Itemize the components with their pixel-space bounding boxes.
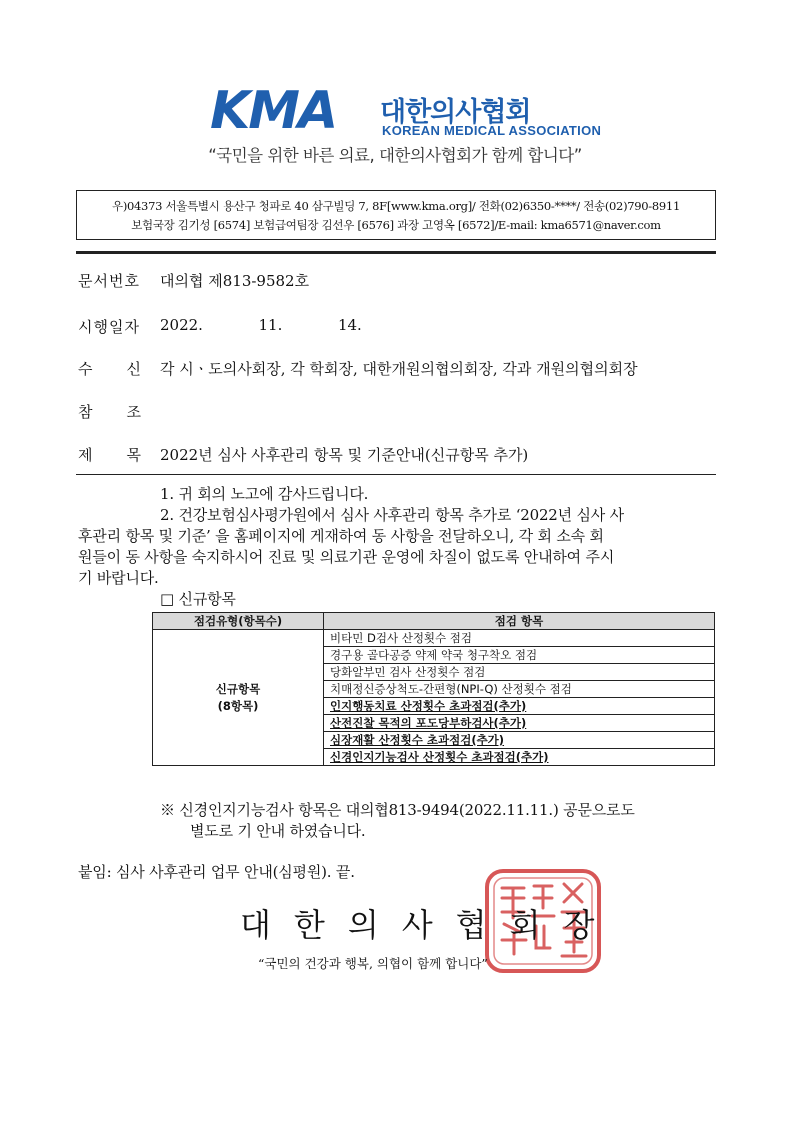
divider-top: [76, 251, 716, 254]
subject: 2022년 심사 사후관리 항목 및 기준안내(신규항목 추가): [160, 446, 529, 464]
group-label: [153, 630, 324, 766]
inspection-items-table: [152, 612, 715, 766]
subject-label-1: 제: [78, 446, 94, 464]
reference-label-2: 조: [126, 403, 142, 421]
org-name-english: KOREAN MEDICAL ASSOCIATION: [382, 123, 602, 138]
contact-staff: 보험국장 김기성 [6574] 보험급여팀장 김선우 [6576] 과장 고영옥 [6572]/E-mail: kma6571@naver.com: [131, 218, 661, 232]
paragraph-1: 1. 귀 회의 노고에 감사드립니다.: [160, 485, 369, 503]
paragraph-2-line-4: 기 바랍니다.: [78, 569, 159, 587]
recipient-label-2: 신: [126, 360, 142, 378]
footer-slogan: “국민의 건강과 행복, 의협이 함께 합니다”: [258, 956, 488, 971]
column-header-item: 점검 항목: [324, 613, 715, 630]
note-line-2: 별도로 기 안내 하였습니다.: [190, 822, 366, 840]
table-cell-item-added: 심장재활 산정횟수 초과점검(추가): [324, 732, 715, 749]
table-cell-item: 경구용 골다공증 약제 약국 청구착오 점검: [324, 647, 715, 664]
paragraph-2-line-1: 2. 건강보험심사평가원에서 심사 사후관리 항목 추가로 ‘2022년 심사 사: [160, 506, 624, 524]
recipient-label: [78, 358, 142, 379]
group-label-title: 신규항목: [215, 681, 261, 696]
org-name-korean: 대한의사협회: [380, 97, 531, 128]
issue-date: [160, 316, 362, 334]
date-year: 2022.: [160, 316, 203, 334]
table-row: [153, 630, 715, 647]
recipient-label-1: 수: [78, 360, 94, 378]
table-cell-item: 당화알부민 검사 산정횟수 점검: [324, 664, 715, 681]
letterhead-logo: [175, 78, 615, 178]
divider-subject: [76, 474, 716, 475]
doc-number: 대의협 제813-9582호: [160, 272, 310, 290]
doc-number-label: 문서번호: [78, 272, 140, 290]
contact-address: 우)04373 서울특별시 용산구 청파로 40 삼구빌딩 7, 8F[www.kma.org]/ 전화(02)6350-****/ 전송(02)790-8911: [112, 199, 680, 213]
table-cell-item-added: 인지행동치료 산정횟수 초과점검(추가): [324, 698, 715, 715]
paragraph-2-line-3: 원들이 동 사항을 숙지하시어 진료 및 의료기관 운영에 차질이 없도록 안내하여 주시: [78, 548, 615, 566]
table-cell-item: 치매정신증상척도-간편형(NPI-Q) 산정횟수 점검: [324, 681, 715, 698]
table-header-row: [153, 613, 715, 630]
date-label: 시행일자: [78, 318, 140, 336]
signer-title: 대한의사협회장: [240, 906, 618, 944]
table-cell-item-added: 신경인지기능검사 산정횟수 초과점검(추가): [324, 749, 715, 766]
header-slogan: “국민을 위한 바른 의료, 대한의사협회가 함께 합니다”: [208, 146, 582, 165]
kma-logo-mark: KMA: [210, 81, 337, 141]
attachment: 붙임: 심사 사후관리 업무 안내(심평원). 끝.: [78, 863, 355, 881]
note-line-1: ※ 신경인지기능검사 항목은 대의협813-9494(2022.11.11.) 공문으로도: [160, 801, 635, 819]
table-cell-item: 비타민 D검사 산정횟수 점검: [324, 630, 715, 647]
subject-label: [78, 444, 142, 465]
new-items-heading: □ 신규항목: [160, 590, 236, 608]
date-day: 14.: [337, 316, 362, 334]
group-label-count: (8항목): [217, 698, 259, 713]
table-cell-item-added: 산전진찰 목적의 포도당부하검사(추가): [324, 715, 715, 732]
contact-box: [76, 190, 716, 240]
paragraph-2-line-2: 후관리 항목 및 기준’ 을 홈페이지에 게재하여 동 사항을 전달하오니, 각 회 소속 회: [78, 527, 604, 545]
reference-label: [78, 401, 142, 422]
subject-label-2: 목: [126, 446, 142, 464]
reference-label-1: 참: [78, 403, 94, 421]
recipients: 각 시ㆍ도의사회장, 각 학회장, 대한개원의협의회장, 각과 개원의협의회장: [160, 360, 638, 378]
date-month: 11.: [258, 316, 283, 334]
column-header-type: 점검유형(항목수): [153, 613, 324, 630]
